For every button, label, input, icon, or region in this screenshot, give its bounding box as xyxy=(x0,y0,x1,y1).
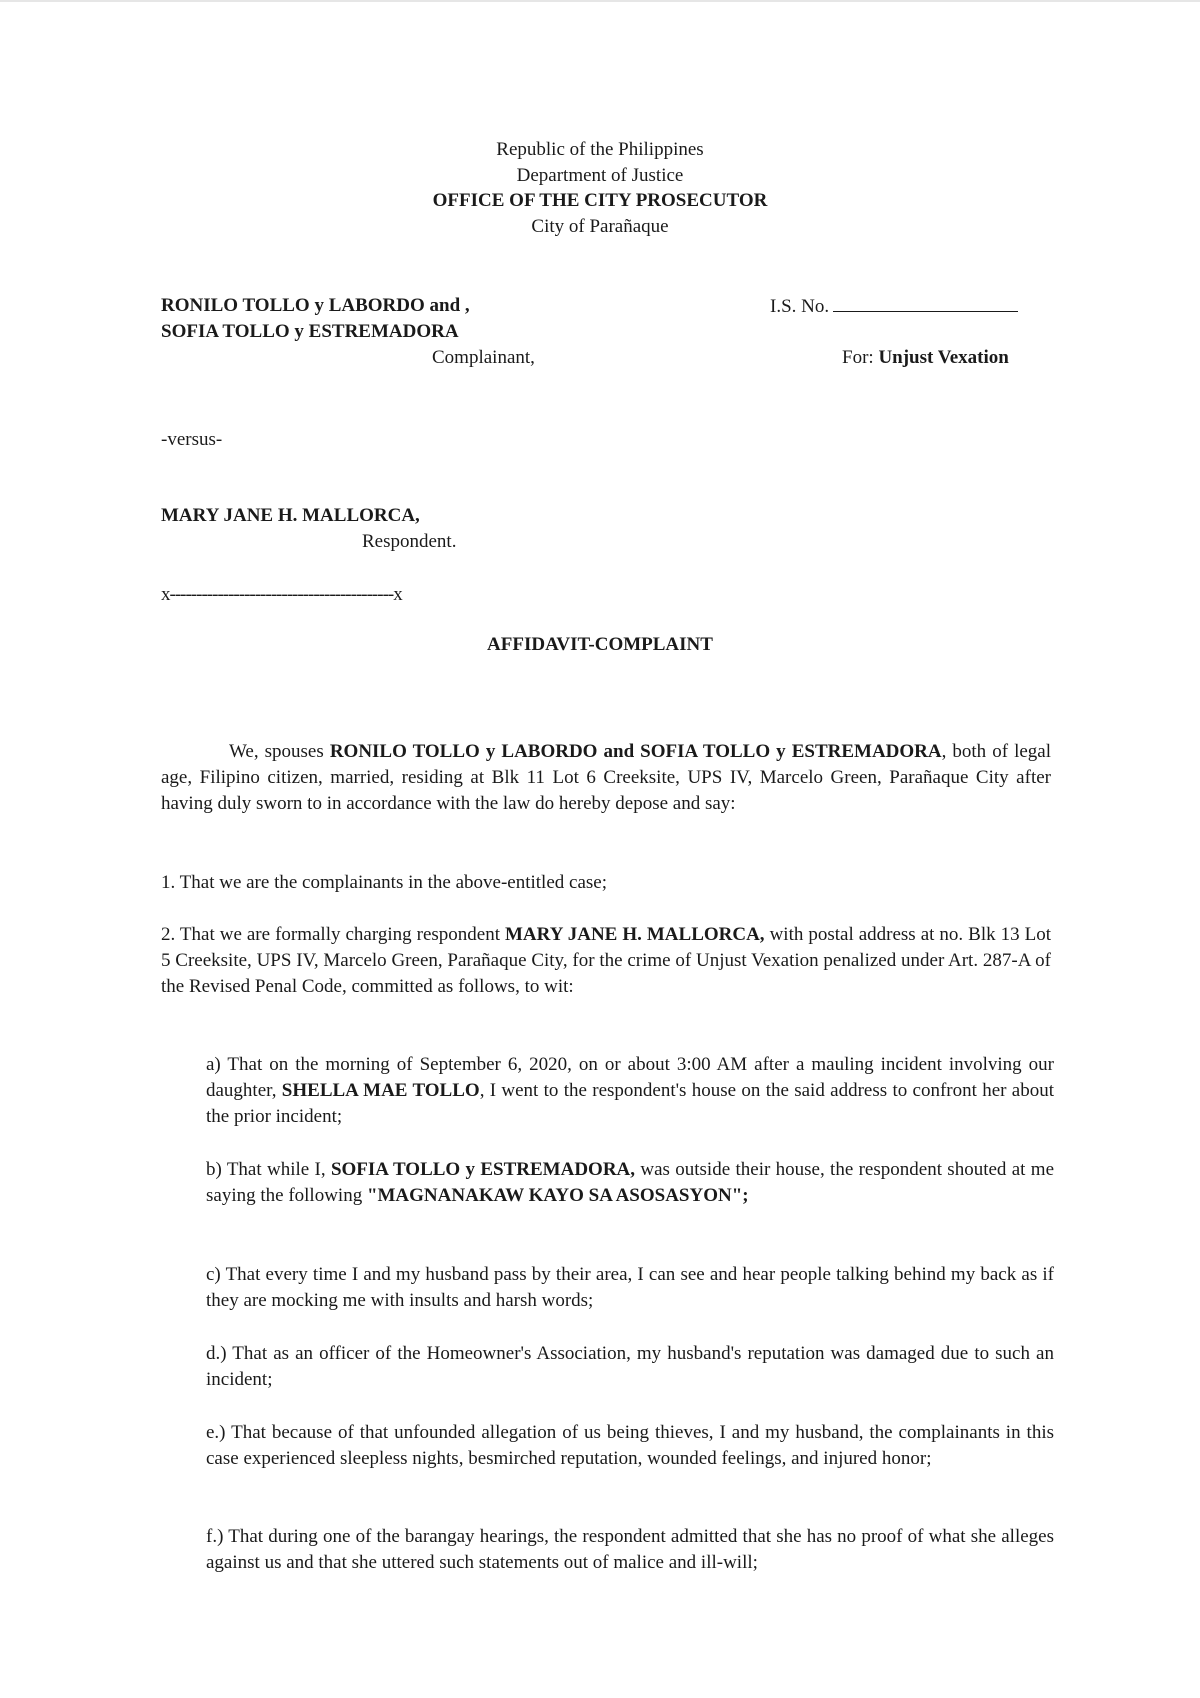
is-number xyxy=(770,293,1018,320)
intro-complainant-names: RONILO TOLLO y LABORDO and SOFIA TOLLO y ESTREMADORA xyxy=(329,741,942,762)
respondent-name: MARY JANE H. MALLORCA, xyxy=(161,505,420,526)
intro-paragraph xyxy=(161,739,1051,817)
sub-item-b-text-2: was outside their house, the respondent shouted at me saying the following xyxy=(206,1159,1055,1206)
caption-separator: x------------------------------------------x xyxy=(161,584,402,605)
item-2 xyxy=(161,922,1051,1000)
header-city: City of Parañaque xyxy=(531,216,669,237)
sub-item-a xyxy=(206,1052,1054,1130)
respondent-label: Respondent. xyxy=(362,531,457,552)
sub-item-a-text-1: a) That on the morning of September 6, 2020, on or about 3:00 AM after a mauling incident involving our daughter, xyxy=(206,1054,1054,1101)
case-nature xyxy=(842,345,1009,371)
item-2-respondent-name: MARY JANE H. MALLORCA, xyxy=(505,924,765,945)
complainant-name-2: SOFIA TOLLO y ESTREMADORA xyxy=(161,321,459,342)
item-2-text-b: with postal address at no. Blk 13 Lot 5 Creeksite, UPS IV, Marcelo Green, Parañaque City, for the crime of Unjust Vexation penalized under Art. 287-A of the Revised Penal Code, committed as follows, to wit: xyxy=(161,924,1051,997)
sub-item-b-complainant-name: SOFIA TOLLO y ESTREMADORA, xyxy=(330,1159,636,1180)
complainant-label: Complainant, xyxy=(432,347,535,368)
item-2-text-a: 2. That we are formally charging respondent xyxy=(161,924,500,945)
case-nature-value: Unjust Vexation xyxy=(878,347,1009,368)
sub-item-a-text-2: , I went to the respondent's house on the said address to confront her about the prior incident; xyxy=(206,1080,1055,1127)
versus-label: -versus- xyxy=(161,429,223,450)
sub-item-d: d.) That as an officer of the Homeowner's Association, my husband's reputation was damaged due to such an incident; xyxy=(206,1343,1054,1390)
item-1: 1. That we are the complainants in the above-entitled case; xyxy=(161,872,607,893)
sub-item-b-text-1: b) That while I, xyxy=(206,1159,326,1180)
sub-item-b-quote: "MAGNANAKAW KAYO SA ASOSASYON"; xyxy=(366,1185,749,1206)
intro-we-spouses: We, spouses xyxy=(229,741,324,762)
case-nature-label: For: xyxy=(842,347,874,368)
header-office: OFFICE OF THE CITY PROSECUTOR xyxy=(432,190,768,211)
header-department: Department of Justice xyxy=(516,165,684,186)
sub-item-e: e.) That because of that unfounded allegation of us being thieves, I and my husband, the complainants in this case experienced sleepless nights, besmirched reputation, wounded feelings, and injured honor; xyxy=(206,1422,1054,1469)
sub-item-b xyxy=(206,1157,1054,1209)
sub-item-c: c) That every time I and my husband pass by their area, I can see and hear people talking behind my back as if they are mocking me with insults and harsh words; xyxy=(206,1264,1054,1311)
sub-item-a-daughter-name: SHELLA MAE TOLLO xyxy=(281,1080,480,1101)
sub-item-f: f.) That during one of the barangay hearings, the respondent admitted that she has no proof of what she alleges against us and that she uttered such statements out of malice and ill-will; xyxy=(206,1526,1054,1573)
is-number-blank-line xyxy=(833,293,1018,312)
complainant-name-1: RONILO TOLLO y LABORDO and , xyxy=(161,295,470,316)
header-republic: Republic of the Philippines xyxy=(496,139,704,160)
document-title: AFFIDAVIT-COMPLAINT xyxy=(487,634,713,655)
is-number-label: I.S. No. xyxy=(770,296,830,317)
intro-rest: , both of legal age, Filipino citizen, married, residing at Blk 11 Lot 6 Creeksite, UPS IV, Marcelo Green, Parañaque City after having duly sworn to in accordance with the law do hereby depose and say: xyxy=(161,741,1052,814)
